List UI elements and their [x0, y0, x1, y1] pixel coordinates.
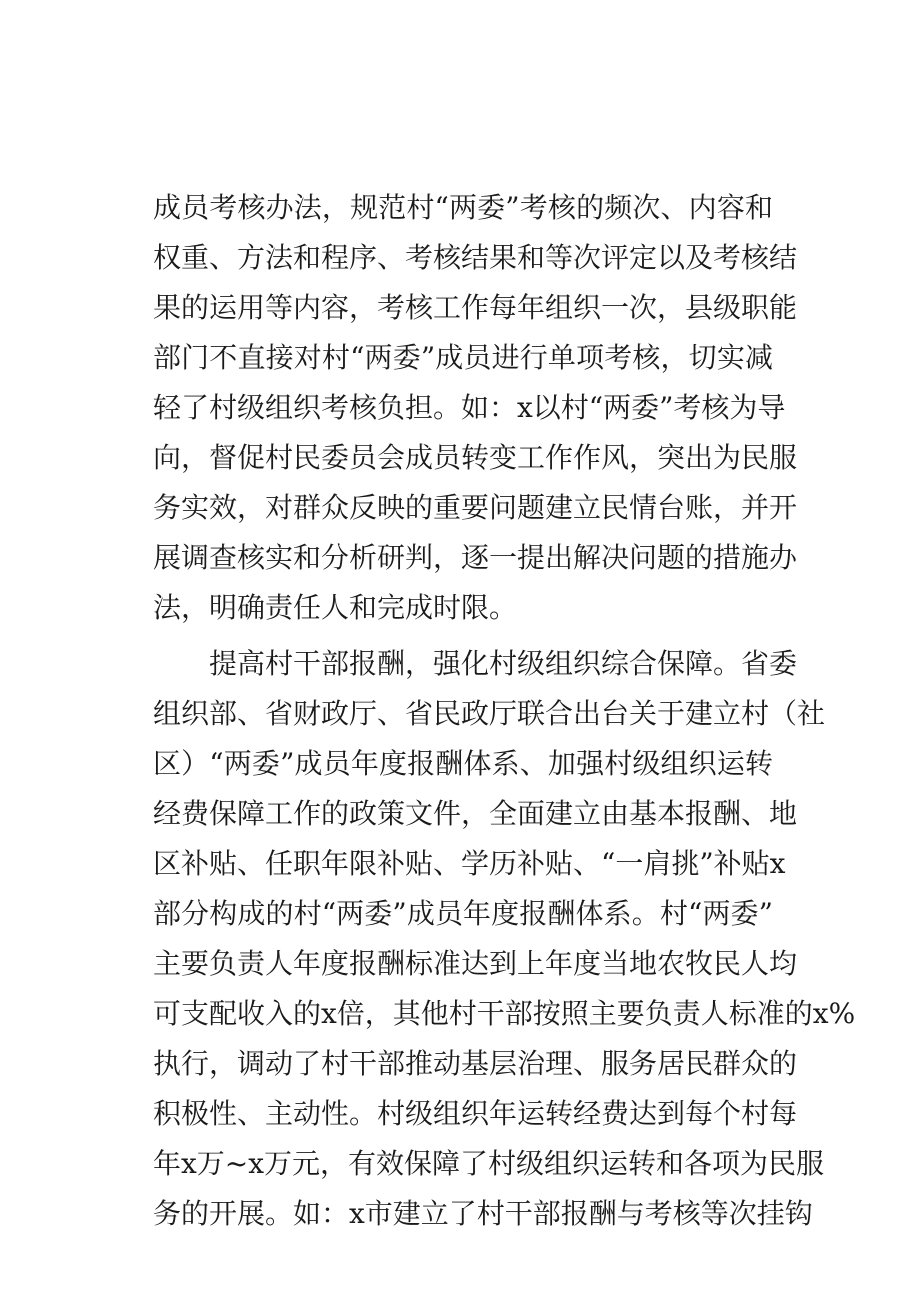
paragraph-line: 组织部、省财政厅、省民政厅联合出台关于建立村（社: [153, 697, 826, 730]
paragraph-line: 部门不直接对村“两委”成员进行单项考核，切实减: [153, 341, 773, 374]
paragraph-2: [153, 639, 856, 1239]
paragraph-line: 果的运用等内容，考核工作每年组织一次，县级职能: [153, 291, 798, 324]
paragraph-line: 务的开展。如：x市建立了村干部报酬与考核等次挂钩: [153, 1197, 813, 1230]
paragraph-1: [153, 183, 798, 633]
paragraph-line: 区）“两委”成员年度报酬体系、加强村级组织运转: [153, 747, 773, 780]
paragraph-line: 主要负责人年度报酬标准达到上年度当地农牧民人均: [153, 947, 798, 980]
paragraph-line: 务实效，对群众反映的重要问题建立民情台账，并开: [153, 491, 798, 524]
paragraph-line: 提高村干部报酬，强化村级组织综合保障。省委: [209, 647, 798, 680]
paragraph-line: 年x万~x万元，有效保障了村级组织运转和各项为民服: [153, 1147, 825, 1180]
paragraph-line: 积极性、主动性。村级组织年运转经费达到每个村每: [153, 1097, 798, 1130]
paragraph-line: 展调查核实和分析研判，逐一提出解决问题的措施办: [153, 541, 798, 574]
paragraph-line: 向，督促村民委员会成员转变工作作风，突出为民服: [153, 441, 798, 474]
paragraph-line: 成员考核办法，规范村“两委”考核的频次、内容和: [153, 191, 773, 224]
document-body: [153, 183, 856, 1239]
paragraph-line: 执行，调动了村干部推动基层治理、服务居民群众的: [153, 1047, 798, 1080]
paragraph-line: 可支配收入的x倍，其他村干部按照主要负责人标准的x%: [153, 997, 856, 1030]
paragraph-line: 轻了村级组织考核负担。如：x以村“两委”考核为导: [153, 391, 786, 424]
paragraph-line: 权重、方法和程序、考核结果和等次评定以及考核结: [153, 241, 798, 274]
paragraph-line: 法，明确责任人和完成时限。: [153, 591, 518, 624]
paragraph-line: 区补贴、任职年限补贴、学历补贴、“一肩挑”补贴x: [153, 847, 786, 880]
paragraph-line: 经费保障工作的政策文件，全面建立由基本报酬、地: [153, 797, 798, 830]
paragraph-line: 部分构成的村“两委”成员年度报酬体系。村“两委”: [153, 897, 773, 930]
